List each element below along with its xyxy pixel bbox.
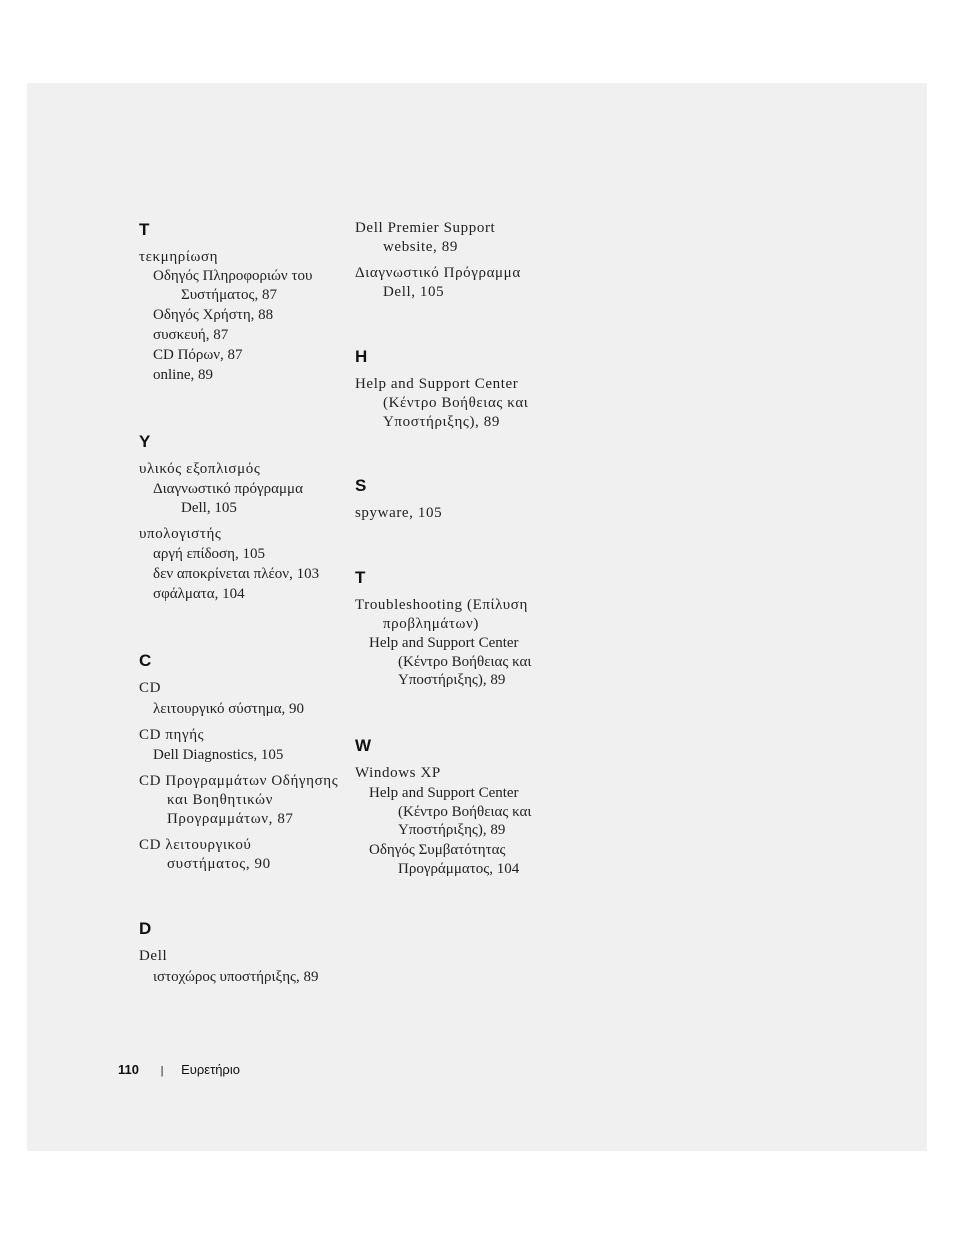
entry-subterm-wrap: Dell, 105 [181,500,237,516]
page-number: 110 [118,1062,139,1077]
entry-subterm: Διαγνωστικό πρόγραμμα [153,481,303,497]
section-letter: T [139,220,150,239]
entry-subterm-wrap: Υποστήριξης), 89 [398,672,506,688]
section-letter: Y [139,432,151,451]
index-entry [139,525,369,604]
entry-term: CD [139,680,162,696]
index-entry [355,596,595,689]
entry-subterm: Help and Support Center [369,635,519,651]
entry-term-wrap: Dell, 105 [383,284,445,300]
entry-term: υπολογιστής [139,526,222,542]
footer-section-title: Ευρετήριο [181,1062,240,1077]
entry-term: CD Προγραμμάτων Οδήγησης [139,773,339,789]
entry-term: Dell Premier Support [355,220,496,236]
entry-subterm-wrap: Υποστήριξης), 89 [398,822,506,838]
entry-term: Διαγνωστικό Πρόγραμμα [355,265,521,281]
entry-term: spyware, 105 [355,505,443,521]
index-entry [139,679,369,719]
entry-subterm-wrap: Συστήματος, 87 [181,287,277,303]
entry-subterm: σφάλματα, 104 [153,586,245,602]
index-entry [355,219,595,257]
entry-term: CD πηγής [139,727,205,743]
section-letter: S [355,476,367,495]
entry-subterm: αργή επίδοση, 105 [153,546,265,562]
entry-subterm: Οδηγός Συμβατότητας [369,842,506,858]
entry-subterm: Dell Diagnostics, 105 [153,747,284,763]
entry-term: τεκμηρίωση [139,249,219,265]
index-page [27,83,927,1151]
page-footer [118,1062,240,1079]
entry-term-wrap: (Κέντρο Βοήθειας και [383,395,529,411]
index-entry [355,504,595,523]
entry-term-wrap: προβλημάτων) [383,616,479,632]
index-entry [139,248,369,385]
entry-term: Windows XP [355,765,441,781]
index-entry [139,836,369,874]
index-entry [139,726,369,765]
index-section-t2 [355,568,595,696]
section-letter: W [355,736,372,755]
entry-term: Troubleshooting (Επίλυση [355,597,528,613]
entry-subterm: λειτουργικό σύστημα, 90 [153,701,305,717]
entry-subterm-wrap: Προγράμματος, 104 [398,861,520,877]
entry-subterm: Help and Support Center [369,785,519,801]
entry-subterm-wrap: (Κέντρο Βοήθειας και [398,804,532,820]
entry-subterm: συσκευή, 87 [153,327,229,343]
entry-term-wrap: website, 89 [383,239,458,255]
entry-subterm: Οδηγός Πληροφοριών του [153,268,313,284]
entry-subterm: δεν αποκρίνεται πλέον, 103 [153,566,320,582]
index-entry [355,764,595,879]
entry-term-wrap: Υποστήριξης), 89 [383,414,500,430]
index-section-d [139,919,369,994]
entry-term-wrap: συστήματος, 90 [167,856,271,872]
entry-subterm: Οδηγός Χρήστη, 88 [153,307,274,323]
index-section-continued [355,219,595,309]
footer-separator: | [160,1065,164,1077]
index-entry [139,460,369,518]
entry-term: Help and Support Center [355,376,519,392]
index-section-y [139,432,369,611]
entry-term-wrap: και Βοηθητικών [167,792,273,808]
index-entry [139,772,369,829]
entry-term: CD λειτουργικού [139,837,252,853]
index-section-s [355,476,595,530]
index-entry [355,375,595,432]
index-entry [139,947,369,987]
section-letter: H [355,347,368,366]
index-section-w [355,736,595,886]
index-entry [355,264,595,302]
entry-subterm: CD Πόρων, 87 [153,347,243,363]
entry-subterm: ιστοχώρος υποστήριξης, 89 [153,969,319,985]
entry-subterm: online, 89 [153,367,213,383]
entry-term-wrap: Προγραμμάτων, 87 [167,811,294,827]
section-letter: T [355,568,366,587]
entry-subterm-wrap: (Κέντρο Βοήθειας και [398,654,532,670]
index-section-t [139,220,369,392]
entry-term: υλικός εξοπλισμός [139,461,261,477]
section-letter: D [139,919,152,938]
section-letter: C [139,651,152,670]
index-section-h [355,347,595,439]
index-section-c [139,651,369,881]
entry-term: Dell [139,948,168,964]
